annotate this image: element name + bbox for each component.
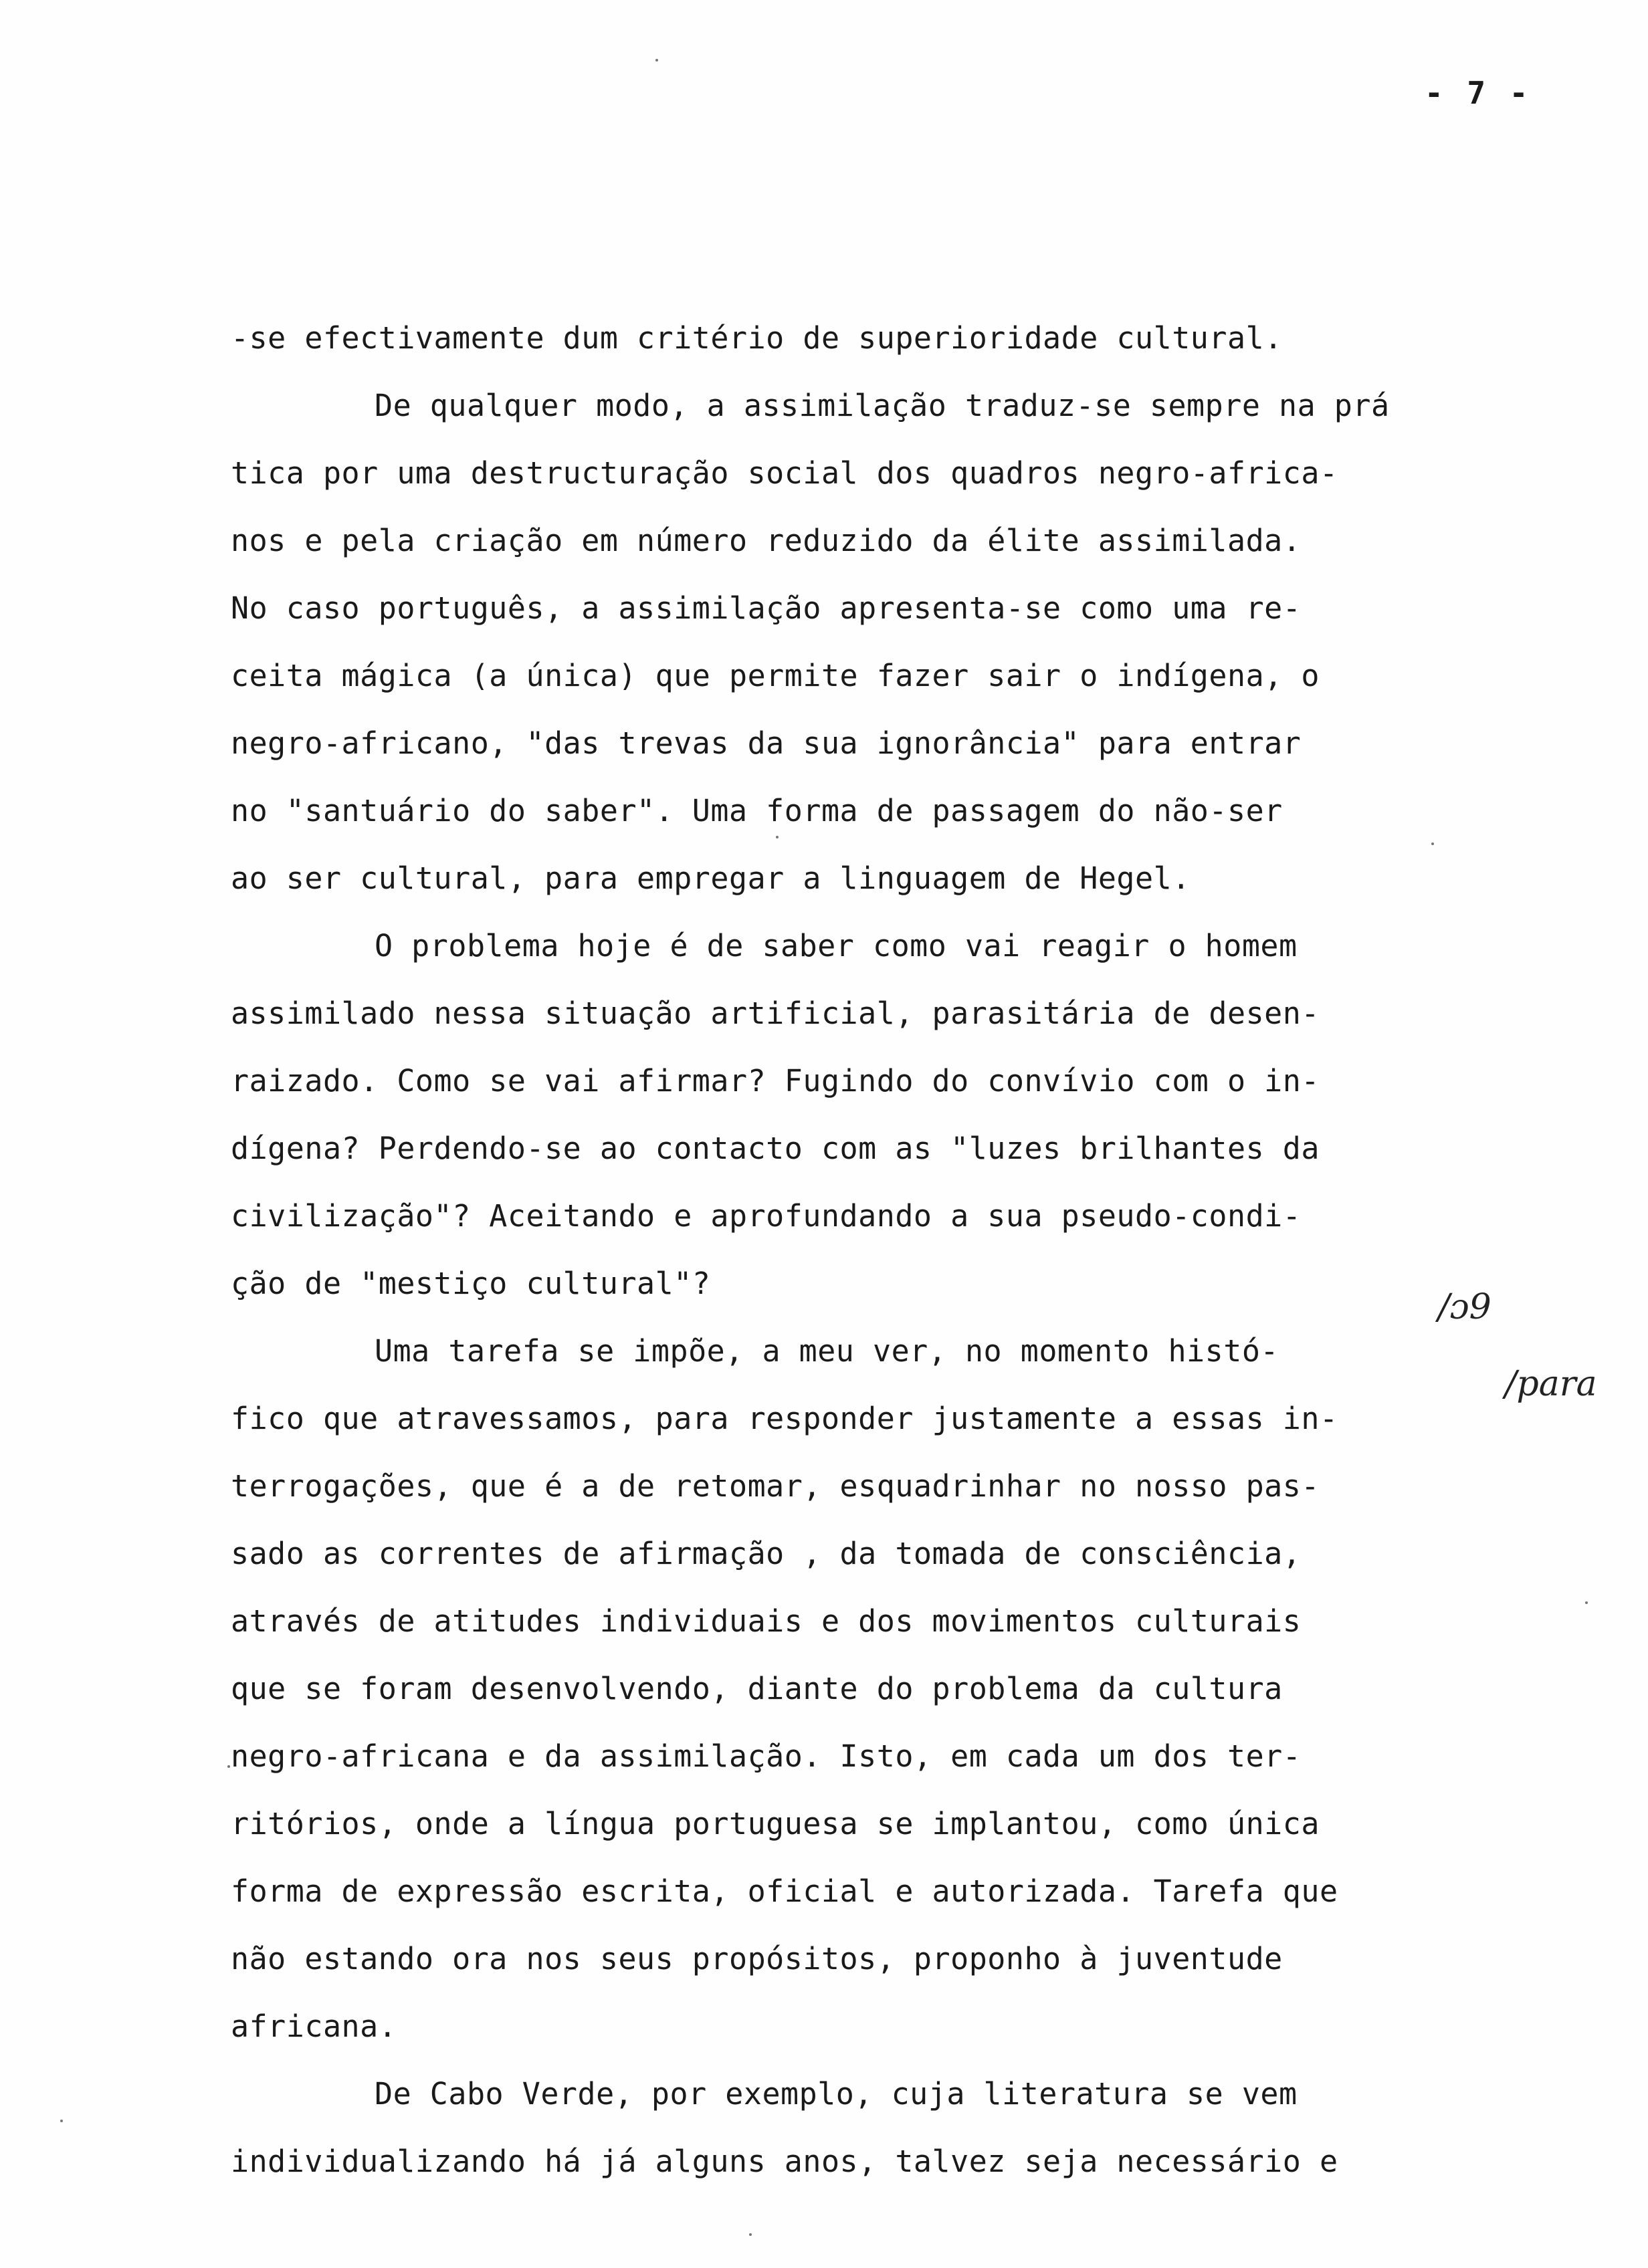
text-line: O problema hoje é de saber como vai reagir o homem <box>375 928 1298 963</box>
scan-speck <box>227 1765 230 1768</box>
text-line: De qualquer modo, a assimilação traduz-se sempre na prá <box>375 388 1390 423</box>
text-line: Uma tarefa se impõe, a meu ver, no momento histó- <box>375 1333 1279 1369</box>
text-line: -se efectivamente dum critério de superioridade cultural. <box>231 320 1283 356</box>
scan-speck <box>749 2233 752 2236</box>
text-line: dígena? Perdendo-se ao contacto com as "luzes brilhantes da <box>231 1131 1320 1166</box>
text-line: ao ser cultural, para empregar a linguagem de Hegel. <box>231 861 1191 896</box>
text-line: no "santuário do saber". Uma forma de passagem do não-ser <box>231 793 1283 828</box>
text-line: No caso português, a assimilação apresenta-se como uma re- <box>231 590 1302 626</box>
page-number: - 7 - <box>1425 75 1531 111</box>
text-line: civilização"? Aceitando e aprofundando a sua pseudo-condi- <box>231 1198 1302 1234</box>
handwritten-margin-note: /para <box>1505 1364 1597 1404</box>
scan-speck <box>1431 842 1434 845</box>
text-line: De Cabo Verde, por exemplo, cuja literatura se vem <box>375 2076 1298 2112</box>
text-line: ritórios, onde a língua portuguesa se implantou, como única <box>231 1806 1320 1841</box>
text-line: terrogações, que é a de retomar, esquadrinhar no nosso pas- <box>231 1468 1320 1504</box>
text-line: sado as correntes de afirmação , da tomada de consciência, <box>231 1536 1302 1571</box>
scan-speck <box>776 836 779 838</box>
text-line: tica por uma destructuração social dos quadros negro-africa- <box>231 455 1338 491</box>
text-line: raizado. Como se vai afirmar? Fugindo do convívio com o in- <box>231 1063 1320 1099</box>
handwritten-margin-note: /ɔ9 <box>1438 1287 1491 1327</box>
text-line: negro-africana e da assimilação. Isto, em cada um dos ter- <box>231 1738 1302 1774</box>
scan-speck <box>655 59 658 62</box>
text-line: forma de expressão escrita, oficial e autorizada. Tarefa que <box>231 1874 1338 1909</box>
text-line: através de atitudes individuais e dos movimentos culturais <box>231 1603 1302 1639</box>
scan-speck <box>1585 1601 1588 1604</box>
text-line: não estando ora nos seus propósitos, proponho à juventude <box>231 1941 1283 1976</box>
text-line: individualizando há já alguns anos, talvez seja necessário e <box>231 2144 1338 2179</box>
scan-speck <box>60 2120 63 2122</box>
text-line: nos e pela criação em número reduzido da élite assimilada. <box>231 523 1302 558</box>
text-line: que se foram desenvolvendo, diante do problema da cultura <box>231 1671 1283 1706</box>
text-line: fico que atravessamos, para responder justamente a essas in- <box>231 1401 1338 1436</box>
text-line: ção de "mestiço cultural"? <box>231 1266 711 1301</box>
body-text <box>231 304 1522 2195</box>
text-line: africana. <box>231 2009 397 2044</box>
text-line: ceita mágica (a única) que permite fazer sair o indígena, o <box>231 658 1320 693</box>
text-line: assimilado nessa situação artificial, parasitária de desen- <box>231 996 1320 1031</box>
text-line: negro-africano, "das trevas da sua ignorância" para entrar <box>231 725 1302 761</box>
